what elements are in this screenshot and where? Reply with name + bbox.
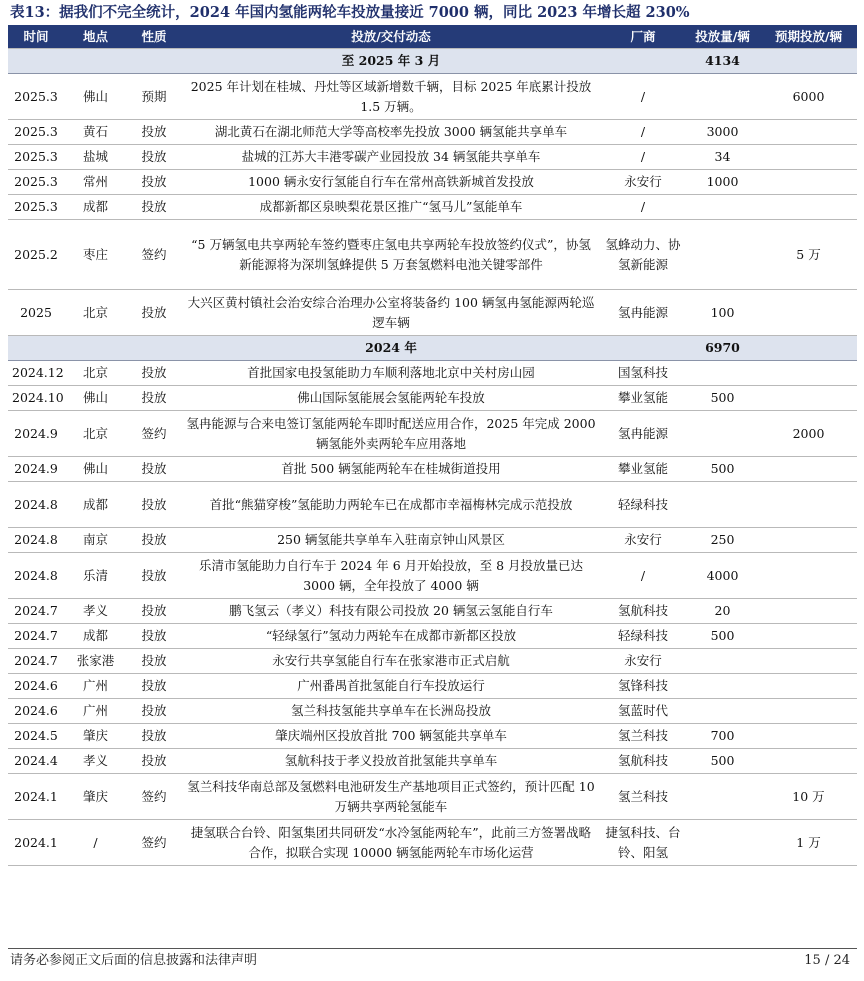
quantity-cell: 3000 (685, 120, 760, 145)
time-cell: 2024.10 (8, 386, 64, 411)
expected-cell (760, 457, 857, 482)
quantity-cell: 34 (685, 145, 760, 170)
time-cell: 2024.8 (8, 528, 64, 553)
quantity-cell (685, 774, 760, 820)
maker-cell: 攀业氢能 (601, 386, 685, 411)
quantity-cell: 250 (685, 528, 760, 553)
table-row (8, 220, 857, 290)
time-cell: 2025.3 (8, 170, 64, 195)
table-row (8, 624, 857, 649)
expected-cell: 6000 (760, 74, 857, 120)
type-cell: 投放 (127, 482, 181, 528)
time-cell: 2024.7 (8, 599, 64, 624)
description-cell: 肇庆端州区投放首批 700 辆氢能共享单车 (181, 724, 601, 749)
place-cell: 枣庄 (64, 220, 127, 290)
description-cell: 湖北黄石在湖北师范大学等高校率先投放 3000 辆氢能共享单车 (181, 120, 601, 145)
table-row (8, 649, 857, 674)
time-cell: 2024.1 (8, 820, 64, 866)
maker-cell: 永安行 (601, 528, 685, 553)
expected-cell (760, 749, 857, 774)
footer-divider (8, 948, 857, 949)
table-row (8, 774, 857, 820)
time-cell: 2025.3 (8, 120, 64, 145)
maker-cell: / (601, 195, 685, 220)
maker-cell: 氢蜂动力、协氢新能源 (601, 220, 685, 290)
expected-cell: 10 万 (760, 774, 857, 820)
description-cell: 首批“熊猫穿梭”氢能助力两轮车已在成都市幸福梅林完成示范投放 (181, 482, 601, 528)
type-cell: 投放 (127, 145, 181, 170)
quantity-cell (685, 195, 760, 220)
maker-cell: / (601, 145, 685, 170)
description-cell: 250 辆氢能共享单车入驻南京钟山风景区 (181, 528, 601, 553)
place-cell: 佛山 (64, 457, 127, 482)
table-title: 表13：据我们不完全统计，2024 年国内氢能两轮车投放量接近 7000 辆，同比 2023 年增长超 230% (10, 4, 690, 21)
time-cell: 2024.7 (8, 624, 64, 649)
maker-cell: / (601, 74, 685, 120)
quantity-cell: 100 (685, 290, 760, 336)
type-cell: 投放 (127, 674, 181, 699)
expected-cell: 2000 (760, 411, 857, 457)
place-cell: 广州 (64, 674, 127, 699)
maker-cell: 氢冉能源 (601, 411, 685, 457)
expected-cell (760, 145, 857, 170)
time-cell: 2024.1 (8, 774, 64, 820)
time-cell: 2024.6 (8, 699, 64, 724)
header-type: 性质 (127, 25, 181, 49)
type-cell: 投放 (127, 457, 181, 482)
description-cell: 永安行共享氢能自行车在张家港市正式启航 (181, 649, 601, 674)
type-cell: 投放 (127, 699, 181, 724)
maker-cell: 氢蓝时代 (601, 699, 685, 724)
time-cell: 2025.3 (8, 145, 64, 170)
quantity-cell: 20 (685, 599, 760, 624)
type-cell: 投放 (127, 599, 181, 624)
quantity-cell (685, 74, 760, 120)
time-cell: 2025.3 (8, 195, 64, 220)
type-cell: 投放 (127, 749, 181, 774)
section-spacer (760, 49, 857, 74)
section-spacer (601, 336, 685, 361)
table-row (8, 674, 857, 699)
quantity-cell (685, 361, 760, 386)
expected-cell (760, 553, 857, 599)
expected-cell (760, 624, 857, 649)
header-quantity: 投放量/辆 (685, 25, 760, 49)
table-row (8, 699, 857, 724)
maker-cell: 氢冉能源 (601, 290, 685, 336)
header-description: 投放/交付动态 (181, 25, 601, 49)
place-cell: 佛山 (64, 74, 127, 120)
section-row (8, 49, 857, 74)
expected-cell (760, 528, 857, 553)
description-cell: 佛山国际氢能展会氢能两轮车投放 (181, 386, 601, 411)
header-time: 时间 (8, 25, 64, 49)
table-row (8, 820, 857, 866)
time-cell: 2024.8 (8, 553, 64, 599)
description-cell: 氢冉能源与合来电签订氢能两轮车即时配送应用合作，2025 年完成 2000 辆氢能外卖两轮车应用落地 (181, 411, 601, 457)
description-cell: 首批国家电投氢能助力车顺利落地北京中关村房山园 (181, 361, 601, 386)
maker-cell: 氢航科技 (601, 599, 685, 624)
place-cell: 肇庆 (64, 724, 127, 749)
expected-cell (760, 699, 857, 724)
header-maker: 厂商 (601, 25, 685, 49)
quantity-cell: 1000 (685, 170, 760, 195)
place-cell: 孝义 (64, 599, 127, 624)
place-cell: 张家港 (64, 649, 127, 674)
time-cell: 2024.9 (8, 457, 64, 482)
quantity-cell (685, 482, 760, 528)
time-cell: 2024.9 (8, 411, 64, 457)
type-cell: 投放 (127, 120, 181, 145)
quantity-cell: 700 (685, 724, 760, 749)
table-row (8, 120, 857, 145)
table-row (8, 749, 857, 774)
type-cell: 预期 (127, 74, 181, 120)
description-cell: 氢航科技于孝义投放首批氢能共享单车 (181, 749, 601, 774)
section-total: 4134 (685, 49, 760, 74)
type-cell: 投放 (127, 528, 181, 553)
type-cell: 投放 (127, 553, 181, 599)
maker-cell: 氢兰科技 (601, 774, 685, 820)
type-cell: 投放 (127, 170, 181, 195)
maker-cell: 国氢科技 (601, 361, 685, 386)
place-cell: / (64, 820, 127, 866)
description-cell: 鹏飞氢云（孝义）科技有限公司投放 20 辆氢云氢能自行车 (181, 599, 601, 624)
table-row (8, 457, 857, 482)
time-cell: 2025 (8, 290, 64, 336)
quantity-cell (685, 649, 760, 674)
header-expected: 预期投放/辆 (760, 25, 857, 49)
expected-cell (760, 482, 857, 528)
type-cell: 签约 (127, 774, 181, 820)
place-cell: 孝义 (64, 749, 127, 774)
time-cell: 2024.4 (8, 749, 64, 774)
maker-cell: 轻绿科技 (601, 482, 685, 528)
place-cell: 乐清 (64, 553, 127, 599)
expected-cell (760, 724, 857, 749)
expected-cell (760, 386, 857, 411)
quantity-cell (685, 699, 760, 724)
place-cell: 广州 (64, 699, 127, 724)
description-cell: 成都新都区泉映梨花景区推广“氢马儿”氢能单车 (181, 195, 601, 220)
expected-cell (760, 195, 857, 220)
maker-cell: 氢锋科技 (601, 674, 685, 699)
table-row (8, 74, 857, 120)
table-row (8, 553, 857, 599)
place-cell: 成都 (64, 482, 127, 528)
table-row (8, 290, 857, 336)
time-cell: 2024.12 (8, 361, 64, 386)
section-label: 2024 年 (181, 336, 601, 361)
type-cell: 投放 (127, 290, 181, 336)
table-row (8, 724, 857, 749)
expected-cell: 5 万 (760, 220, 857, 290)
table-row (8, 482, 857, 528)
type-cell: 投放 (127, 361, 181, 386)
time-cell: 2024.5 (8, 724, 64, 749)
type-cell: 投放 (127, 649, 181, 674)
quantity-cell: 500 (685, 457, 760, 482)
expected-cell (760, 599, 857, 624)
type-cell: 投放 (127, 195, 181, 220)
time-cell: 2024.6 (8, 674, 64, 699)
maker-cell: / (601, 553, 685, 599)
type-cell: 投放 (127, 386, 181, 411)
quantity-cell (685, 220, 760, 290)
section-spacer (8, 49, 181, 74)
maker-cell: 氢航科技 (601, 749, 685, 774)
time-cell: 2025.2 (8, 220, 64, 290)
section-row (8, 336, 857, 361)
description-cell: 1000 辆永安行氢能自行车在常州高铁新城首发投放 (181, 170, 601, 195)
type-cell: 签约 (127, 411, 181, 457)
time-cell: 2024.8 (8, 482, 64, 528)
place-cell: 盐城 (64, 145, 127, 170)
expected-cell (760, 649, 857, 674)
description-cell: 氢兰科技氢能共享单车在长洲岛投放 (181, 699, 601, 724)
expected-cell (760, 290, 857, 336)
table-row (8, 195, 857, 220)
maker-cell: 永安行 (601, 649, 685, 674)
quantity-cell (685, 674, 760, 699)
description-cell: “5 万辆氢电共享两轮车签约暨枣庄氢电共享两轮车投放签约仪式”，协氢新能源将为深圳氢蜂提供 5 万套氢燃料电池关键零部件 (181, 220, 601, 290)
description-cell: 捷氢联合台铃、阳氢集团共同研发“水冷氢能两轮车”，此前三方签署战略合作，拟联合实现 10000 辆氢能两轮车市场化运营 (181, 820, 601, 866)
description-cell: 盐城的江苏大丰港零碳产业园投放 34 辆氢能共享单车 (181, 145, 601, 170)
description-cell: 2025 年计划在桂城、丹灶等区域新增数千辆，目标 2025 年底累计投放 1.5 万辆。 (181, 74, 601, 120)
maker-cell: 永安行 (601, 170, 685, 195)
quantity-cell: 500 (685, 624, 760, 649)
table-row (8, 170, 857, 195)
quantity-cell (685, 820, 760, 866)
section-label: 至 2025 年 3 月 (181, 49, 601, 74)
table-body (8, 49, 857, 866)
table-row (8, 528, 857, 553)
type-cell: 签约 (127, 820, 181, 866)
expected-cell (760, 170, 857, 195)
section-spacer (8, 336, 181, 361)
header-place: 地点 (64, 25, 127, 49)
maker-cell: 捷氢科技、台铃、阳氢 (601, 820, 685, 866)
place-cell: 佛山 (64, 386, 127, 411)
place-cell: 成都 (64, 624, 127, 649)
quantity-cell: 500 (685, 749, 760, 774)
place-cell: 北京 (64, 361, 127, 386)
type-cell: 投放 (127, 624, 181, 649)
description-cell: 首批 500 辆氢能两轮车在桂城街道投用 (181, 457, 601, 482)
section-spacer (760, 336, 857, 361)
expected-cell (760, 120, 857, 145)
type-cell: 签约 (127, 220, 181, 290)
quantity-cell: 4000 (685, 553, 760, 599)
table-row (8, 386, 857, 411)
table-row (8, 145, 857, 170)
type-cell: 投放 (127, 724, 181, 749)
description-cell: 大兴区黄村镇社会治安综合治理办公室将装备约 100 辆氢冉氢能源两轮巡逻车辆 (181, 290, 601, 336)
expected-cell: 1 万 (760, 820, 857, 866)
footer-disclaimer: 请务必参阅正文后面的信息披露和法律声明 (10, 953, 258, 968)
table-row (8, 411, 857, 457)
place-cell: 南京 (64, 528, 127, 553)
place-cell: 肇庆 (64, 774, 127, 820)
maker-cell: / (601, 120, 685, 145)
section-total: 6970 (685, 336, 760, 361)
place-cell: 常州 (64, 170, 127, 195)
place-cell: 成都 (64, 195, 127, 220)
place-cell: 北京 (64, 290, 127, 336)
place-cell: 黄石 (64, 120, 127, 145)
quantity-cell (685, 411, 760, 457)
description-cell: 氢兰科技华南总部及氢燃料电池研发生产基地项目正式签约，预计匹配 10 万辆共享两轮氢能车 (181, 774, 601, 820)
description-cell: 乐清市氢能助力自行车于 2024 年 6 月开始投放，至 8 月投放量已达 3000 辆，全年投放了 4000 辆 (181, 553, 601, 599)
time-cell: 2025.3 (8, 74, 64, 120)
header-row (8, 25, 857, 49)
maker-cell: 轻绿科技 (601, 624, 685, 649)
page-number: 15 / 24 (804, 953, 850, 968)
expected-cell (760, 361, 857, 386)
expected-cell (760, 674, 857, 699)
maker-cell: 氢兰科技 (601, 724, 685, 749)
section-spacer (601, 49, 685, 74)
table-row (8, 361, 857, 386)
time-cell: 2024.7 (8, 649, 64, 674)
maker-cell: 攀业氢能 (601, 457, 685, 482)
quantity-cell: 500 (685, 386, 760, 411)
description-cell: “轻绿氢行”氢动力两轮车在成都市新都区投放 (181, 624, 601, 649)
place-cell: 北京 (64, 411, 127, 457)
table-row (8, 599, 857, 624)
description-cell: 广州番禺首批氢能自行车投放运行 (181, 674, 601, 699)
hydrogen-two-wheeler-table (8, 25, 857, 866)
